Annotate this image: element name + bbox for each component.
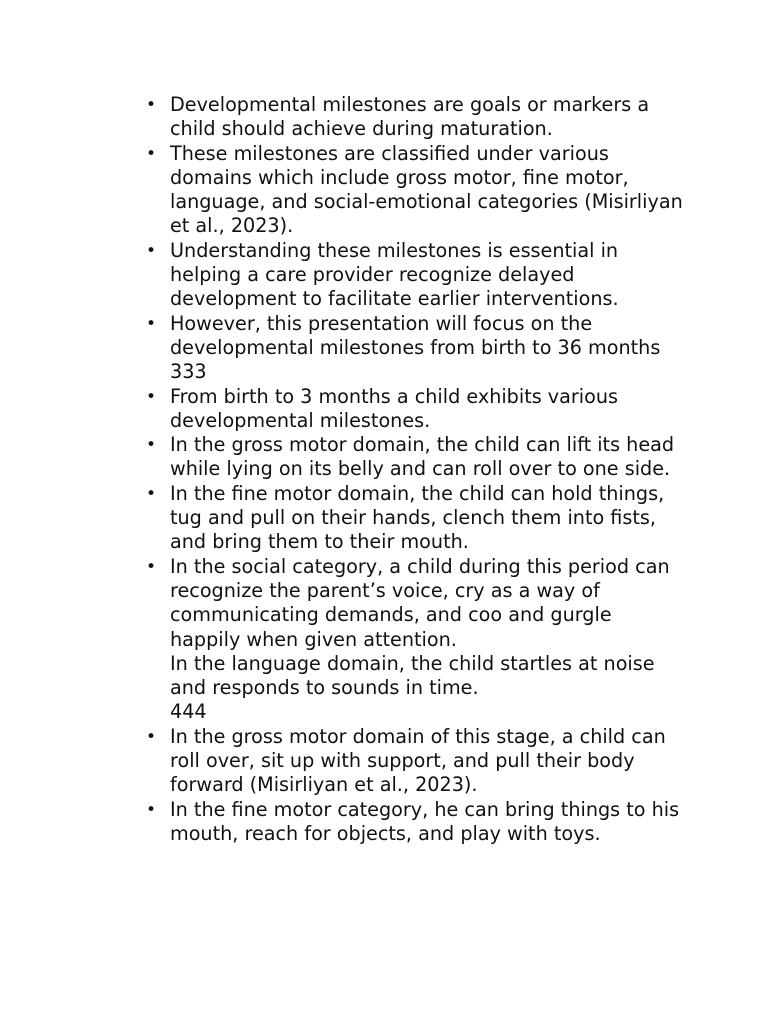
slide-number-label: 333 — [170, 360, 207, 384]
bullet-item: • In the gross motor domain of this stage, a child can roll over, sit up with support, and pull their body forward (Misirliyan et al., 2023). — [144, 725, 684, 798]
bullet-item: • In the fine motor category, he can bring things to his mouth, reach for objects, and play with toys. — [144, 798, 684, 847]
bullet-item: • In the social category, a child during this period can recognize the parent’s voice, cry as a way of communicating demands, and coo and gurgle happily when given attention. — [144, 555, 684, 652]
slide-number-label: 444 — [170, 700, 207, 724]
bullet-item: • From birth to 3 months a child exhibits various developmental milestones. — [144, 385, 684, 434]
document-body — [144, 93, 684, 846]
bullet-item: • These milestones are classified under various domains which include gross motor, fine motor, language, and social-emotional categories (Misirliyan et al., 2023). — [144, 142, 684, 239]
paragraph-text: In the language domain, the child startles at noise and responds to sounds in time. — [170, 651, 655, 700]
bullet-item: • However, this presentation will focus on the developmental milestones from birth to 36 months — [144, 312, 684, 361]
bullet-item: • Understanding these milestones is essential in helping a care provider recognize delayed development to facilitate earlier interventions. — [144, 239, 684, 312]
bullet-item: • In the fine motor domain, the child can hold things, tug and pull on their hands, clench them into fists, and bring them to their mouth. — [144, 482, 684, 555]
bullet-item: • Developmental milestones are goals or markers a child should achieve during maturation. — [144, 93, 684, 142]
bullet-item: • In the gross motor domain, the child can lift its head while lying on its belly and can roll over to one side. — [144, 433, 684, 482]
